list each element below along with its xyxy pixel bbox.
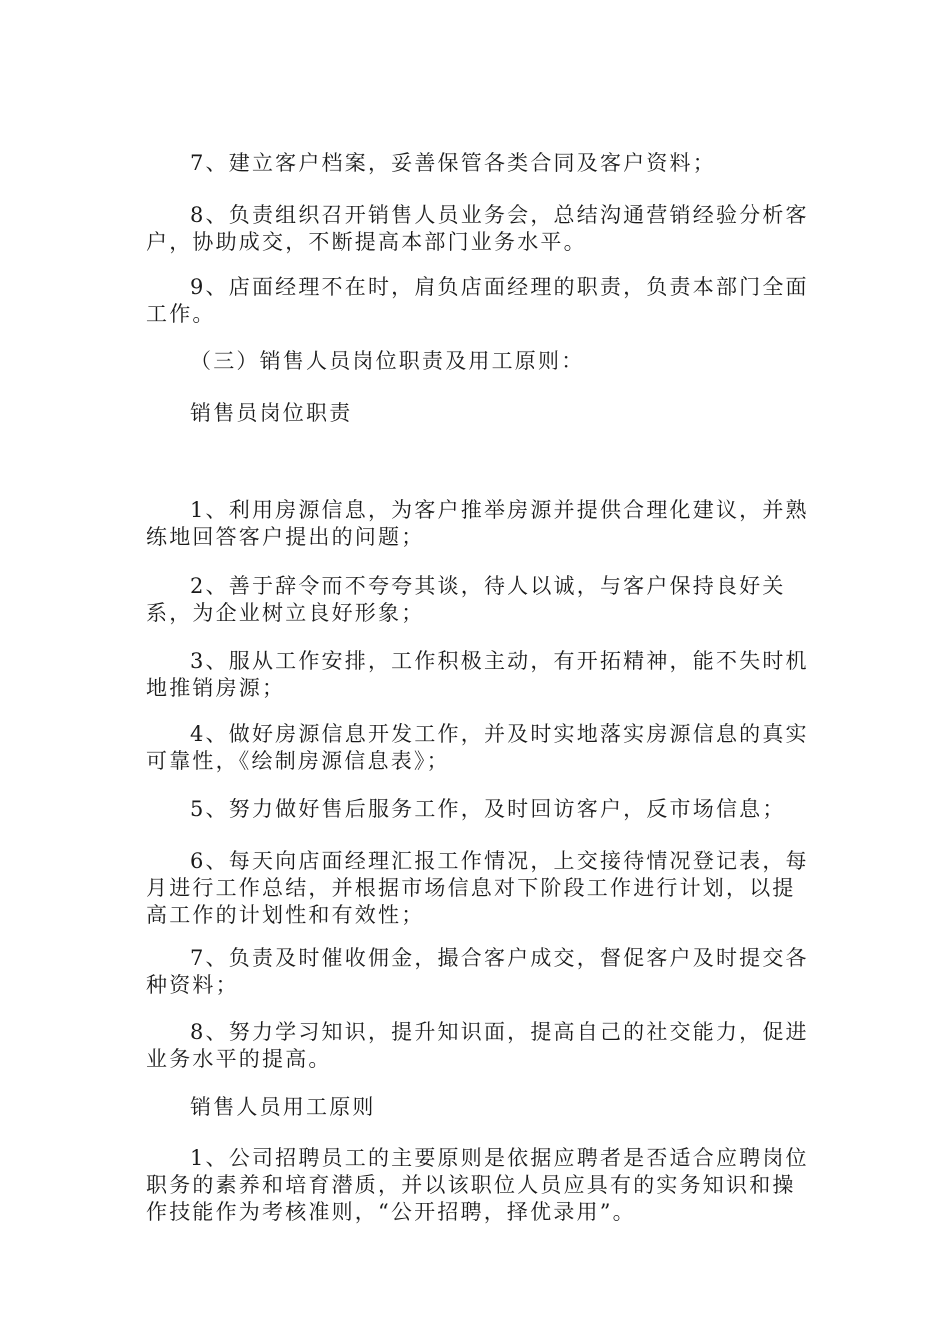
paragraph-sales-3: 3、服从工作安排，工作积极主动，有开拓精神，能不失时机地推销房源；: [146, 649, 809, 700]
section-heading-sales-duties: （三）销售人员岗位职责及用工原则：: [190, 349, 585, 373]
paragraph-duty-7: 7、建立客户档案，妥善保管各类合同及客户资料；: [190, 151, 716, 175]
paragraph-duty-9: 9、店面经理不在时，肩负店面经理的职责，负责本部门全面工作。: [146, 275, 809, 326]
paragraph-sales-8: 8、努力学习知识，提升知识面，提高自己的社交能力，促进业务水平的提高。: [146, 1020, 809, 1071]
paragraph-sales-7: 7、负责及时催收佣金，撮合客户成交，督促客户及时提交各种资料；: [146, 946, 809, 997]
paragraph-sales-6: 6、每天向店面经理汇报工作情况，上交接待情况登记表，每月进行工作总结，并根据市场信息对下阶段工作进行计划，以提高工作的计划性和有效性；: [146, 849, 809, 927]
paragraph-duty-8: 8、负责组织召开销售人员业务会，总结沟通营销经验分析客户，协助成交，不断提高本部门业务水平。: [146, 203, 809, 254]
paragraph-hiring-1: 1、公司招聘员工的主要原则是依据应聘者是否适合应聘岗位职务的素养和培育潜质，并以该职位人员应具有的实务知识和操作技能作为考核准则，“公开招聘，择优录用”。: [146, 1146, 809, 1224]
paragraph-sales-5: 5、努力做好售后服务工作，及时回访客户，反市场信息；: [190, 797, 786, 821]
paragraph-sales-1: 1、利用房源信息，为客户推举房源并提供合理化建议，并熟练地回答客户提出的问题；: [146, 498, 809, 549]
paragraph-sales-4: 4、做好房源信息开发工作，并及时实地落实房源信息的真实可靠性，《绘制房源信息表》；: [146, 722, 809, 773]
subheading-hiring-principles: 销售人员用工原则: [190, 1095, 376, 1119]
paragraph-sales-2: 2、善于辞令而不夸夸其谈，待人以诚，与客户保持良好关系，为企业树立良好形象；: [146, 574, 786, 625]
subheading-salesperson-duties: 销售员岗位职责: [190, 401, 353, 425]
